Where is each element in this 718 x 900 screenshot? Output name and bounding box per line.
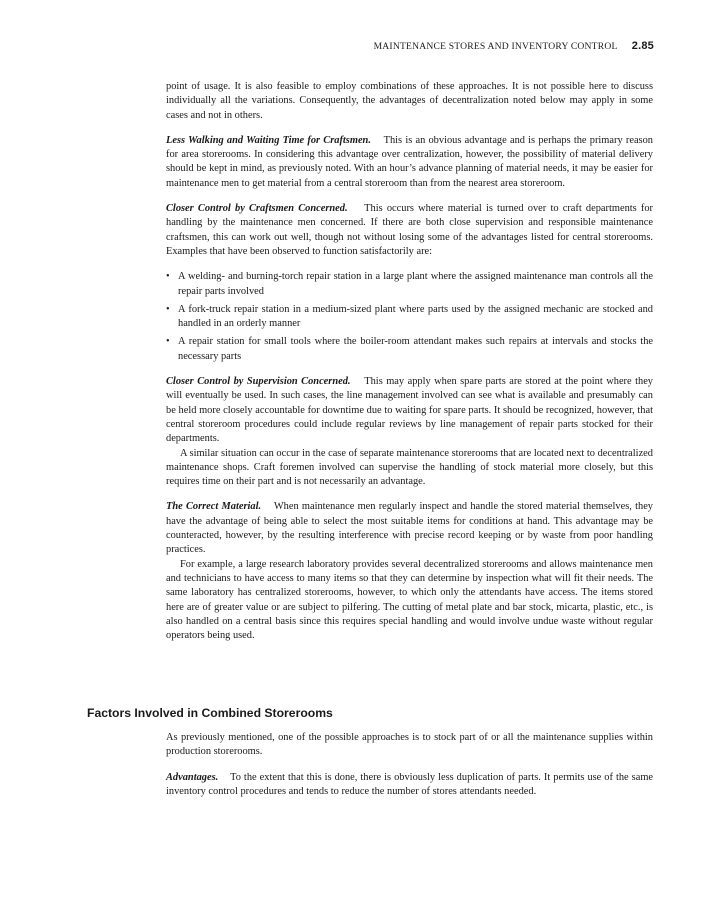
list-item: • A repair station for small tools where the boiler-room attendant makes such repairs at intervals and stocks the necessary parts <box>166 336 653 362</box>
paragraph-text: To the extent that this is done, there is obviously less duplication of parts. It permits use of the same inventory control procedures and tends to reduce the number of stores attendants needed. <box>166 771 654 797</box>
page-number: 2.85 <box>631 40 654 52</box>
run-in-heading: Closer Control by Supervision Concerned. <box>166 376 351 388</box>
paragraph-text: This may apply when spare parts are stored at the point where they will eventually be used. In such cases, the line management involved can see what is available and presumably can be held more closely accountable for downtime due to waiting for spare parts. It should be recognized, however, that central storeroom procedures could include regular reviews by line management of repair parts stocked for their departments. <box>166 376 653 445</box>
main-text-column <box>166 80 653 643</box>
run-in-heading: Less Walking and Waiting Time for Craftsmen. <box>166 134 371 146</box>
bullet-icon: • <box>166 303 170 315</box>
paragraph-intro: point of usage. It is also feasible to employ combinations of these approaches. It is not possible here to discuss individually all the variations. Consequently, the advantages of decentralization noted below may apply in some cases and not in others. <box>166 81 653 121</box>
run-in-heading: The Correct Material. <box>166 501 262 513</box>
running-title: MAINTENANCE STORES AND INVENTORY CONTROL <box>373 41 618 52</box>
run-in-heading: Closer Control by Craftsmen Concerned. <box>166 203 348 215</box>
list-item: • A fork-truck repair station in a medium-sized plant where parts used by the assigned mechanic are stocked and handled in an orderly manner <box>166 303 653 330</box>
paragraph-example-laboratory: For example, a large research laboratory provides several decentralized storerooms and allows maintenance men and technicians to have access to many items so that they can determine by inspection what will fit their needs. The same laboratory has centralized storerooms, however, to which only the attendants have access. The items stored here are of greater value or are subject to pilfering. The cutting of metal plate and bar stock, micarta, plastic, etc., is also handled on a central basis since this requires special handling and would involve undue waste without regular operators being used. <box>166 558 653 642</box>
bullet-icon: • <box>166 336 170 348</box>
run-in-heading: Advantages. <box>166 771 219 783</box>
bullet-icon: • <box>166 271 170 283</box>
running-header <box>374 40 654 52</box>
paragraph-less-walking <box>166 134 653 191</box>
paragraph-correct-material <box>166 500 653 557</box>
examples-list <box>166 270 653 364</box>
paragraph-text: This occurs where material is turned over to craft departments for handling by the maintenance men concerned. If there are both close supervision and responsible maintenance craftsmen, this can work out well, though not without losing some of the advantages listed for central storerooms. Examples that have been observed to function satisfactorily are: <box>166 203 654 257</box>
paragraph-text: This is an obvious advantage and is perhaps the primary reason for area storerooms. In considering this advantage over centralization, however, the possibility of material delivery should be kept in mind, as previously noted. With an hour’s advance planning of material needs, it may be easier for maintenance men to get material from a central storeroom than from the nearest area storeroom. <box>166 134 653 189</box>
paragraph-supervision-control <box>166 375 653 446</box>
list-item: • A welding- and burning-torch repair station in a large plant where the assigned maintenance man controls all the repair parts involved <box>166 271 653 297</box>
paragraph-similar-situation: A similar situation can occur in the case of separate maintenance storerooms that are located next to decentralized maintenance shops. Craft foremen involved can supervise the handling of stock material more closely, but this requires time on their part and is not necessarily an advantage. <box>166 447 653 488</box>
section-heading: Factors Involved in Combined Storerooms <box>87 706 333 720</box>
paragraph-combined-intro: As previously mentioned, one of the possible approaches is to stock part of or all the maintenance supplies within production storerooms. <box>166 732 653 758</box>
paragraph-craftsmen-control <box>166 202 653 259</box>
paragraph-text: When maintenance men regularly inspect and handle the stored material themselves, they have the advantage of being able to select the most suitable items for conditions at hand. This advantage may be counteracted, however, by the resulting interference with precise record keeping or by waste from poor handling practices. <box>166 501 653 556</box>
section-text-column <box>166 731 653 799</box>
paragraph-advantages <box>166 771 653 800</box>
